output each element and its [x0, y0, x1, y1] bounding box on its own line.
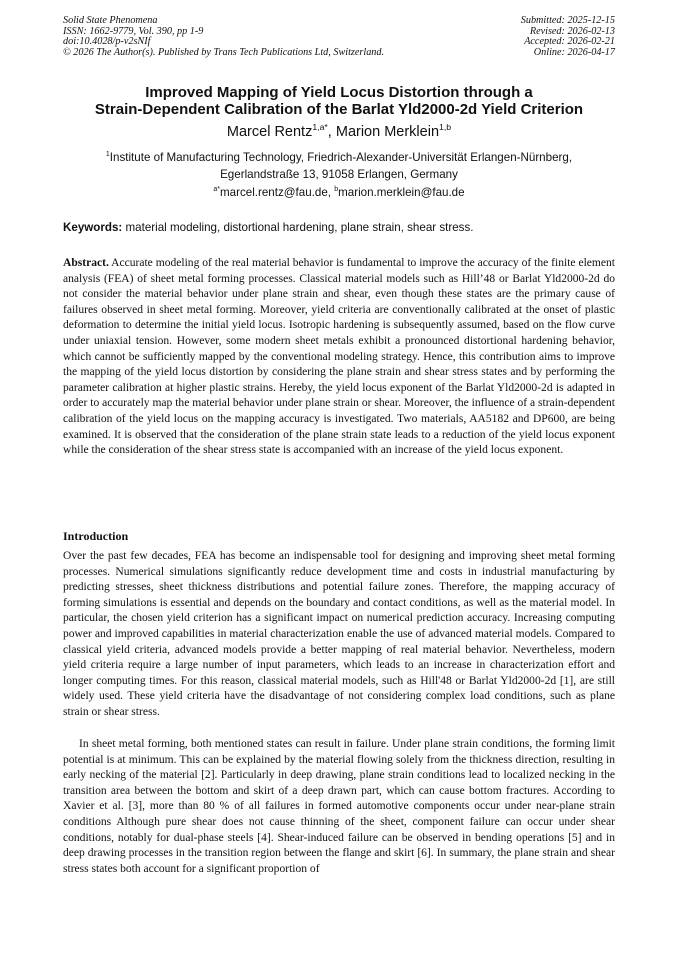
abstract-label: Abstract.: [63, 257, 109, 269]
revised-date: Revised: 2026-02-13: [529, 25, 615, 37]
email-separator: ,: [327, 186, 335, 199]
affiliation-line-2: Egerlandstraße 13, 91058 Erlangen, Germany: [220, 167, 458, 181]
journal-doi: doi:10.4028/p-v2sNIf: [63, 36, 151, 48]
submission-dates: [521, 16, 615, 58]
author-2-affil: 1,b: [439, 122, 452, 133]
abstract-text: Accurate modeling of the real material behavior is fundamental to improve the accuracy of the finite element analysis (FEA) of sheet metal forming processes. Classical material models such as Hill’48 or Barlat Yld2000-2d do not consider the material behavior under plane strain and shear, even though these states are the primary cause of failures observed in sheet metal forming. Moreover, yield criteria are conventionally calibrated at the onset of plastic deformation to determine the initial yield locus. Isotropic hardening is subsequently assumed, based on the flow curve under uniaxial tension. However, some modern sheet metals exhibit a pronounced distortional hardening behavior, which cannot be sufficiently mapped by the conventional modeling strategy. Hence, this contribution aims to improve the mapping of the yield locus distortion by considering the plane strain and shear stress states and by performing the parameter calibration at higher plastic strains. Hereby, the yield locus exponent of the Barlat Yld2000-2d is adapted in order to accurately map the material behavior under plane strain or shear. Moreover, the influence of a strain-dependent calibration of the yield locus on the mapping accuracy is investigated. Two materials, AA5182 and DP600, are being examined. It is observed that the consideration of the plane strain state leads to a reduction of the yield locus exponent while the consideration of the shear stress state is accompanied with an increase of the yield locus exponent.: [63, 257, 615, 457]
author-separator: ,: [327, 124, 336, 140]
online-date: Online: 2026-04-17: [533, 46, 615, 58]
author-emails: [40, 185, 638, 201]
email-b-marker: b: [334, 186, 339, 194]
email-b[interactable]: marion.merklein@fau.de: [338, 186, 465, 199]
journal-issn: ISSN: 1662-9779, Vol. 390, pp 1-9: [63, 25, 204, 37]
paper-title: [40, 84, 638, 118]
author-1: Marcel Rentz: [226, 124, 313, 140]
journal-meta: [63, 16, 384, 58]
author-2: Marion Merklein: [335, 124, 440, 140]
keywords: [63, 220, 615, 236]
author-1-affil: 1,a*: [312, 122, 328, 133]
affiliation-line-1: Institute of Manufacturing Technology, Friedrich-Alexander-Universität Erlangen-Nürnberg,: [109, 151, 573, 164]
email-a-marker: a*: [213, 186, 220, 194]
title-line-1: Improved Mapping of Yield Locus Distortion through a: [145, 84, 533, 101]
affiliation-marker: 1: [105, 151, 110, 159]
accepted-date: Accepted: 2026-02-21: [524, 36, 615, 48]
journal-name: Solid State Phenomena: [63, 15, 158, 26]
email-a[interactable]: marcel.rentz@fau.de: [219, 186, 328, 199]
intro-paragraph-2: In sheet metal forming, both mentioned states can result in failure. Under plane strain conditions, the forming limit potential is at minimum. This can be explained by the material flowing solely from the thickness direction, resulting in early necking of the material [2]. Particularly in deep drawing, plane strain conditions lead to localized necking in the transition area between the bottom and skirt of a deep drawn part, which can cause bottom fractures. According to Xavier et al. [3], more than 80 % of all failures in formed automotive components occur under near-plane strain conditions Although pure shear does not cause thinning of the sheet, component failure can occur under shear conditions, notably for dual-phase steels [4]. Shear-induced failure can be observed in bending operations [5] and in deep drawing processes in the transition region between the flange and skirt [6]. In summary, the plane strain and shear stress states both account for a significant proportion of: [63, 738, 615, 875]
intro-paragraph-1: Over the past few decades, FEA has become an indispensable tool for designing and improving sheet metal forming processes. Numerical simulations significantly reduce development time and costs in industrial manufacturing by predicting stresses, sheet thickness distributions and potential failure zones. Therefore, the mapping accuracy of forming simulations is essential and depends on the boundary and contact conditions, as well as the material model. In particular, the chosen yield criterion has a significant impact on numerical prediction accuracy. Increasing computing power and improved capabilities in material characterization enable the use of advanced material models. Compared to classical yield criteria, advanced models provide a better mapping of real material behavior. Nevertheless, modern yield criteria require a large number of input parameters, which leads to an increase in characterization effort and longer computing times. For this reason, classical material models, such as Hill'48 or Barlat Yld2000-2d [1], are still widely used. These yield criteria have the disadvantage of not considering complex load conditions, such as plane strain or shear stress.: [63, 550, 615, 718]
abstract: [63, 256, 615, 459]
title-line-2: Strain-Dependent Calibration of the Barlat Yld2000-2d Yield Criterion: [94, 101, 584, 118]
affiliation: [40, 150, 638, 183]
keywords-label: Keywords:: [63, 221, 123, 234]
copyright-line: © 2026 The Author(s). Published by Trans Tech Publications Ltd, Switzerland.: [63, 46, 385, 58]
submitted-date: Submitted: 2025-12-15: [520, 15, 615, 26]
keywords-text: material modeling, distortional hardening, plane strain, shear stress.: [122, 221, 474, 234]
author-list: [40, 123, 638, 141]
section-heading-introduction: Introduction: [63, 529, 129, 543]
